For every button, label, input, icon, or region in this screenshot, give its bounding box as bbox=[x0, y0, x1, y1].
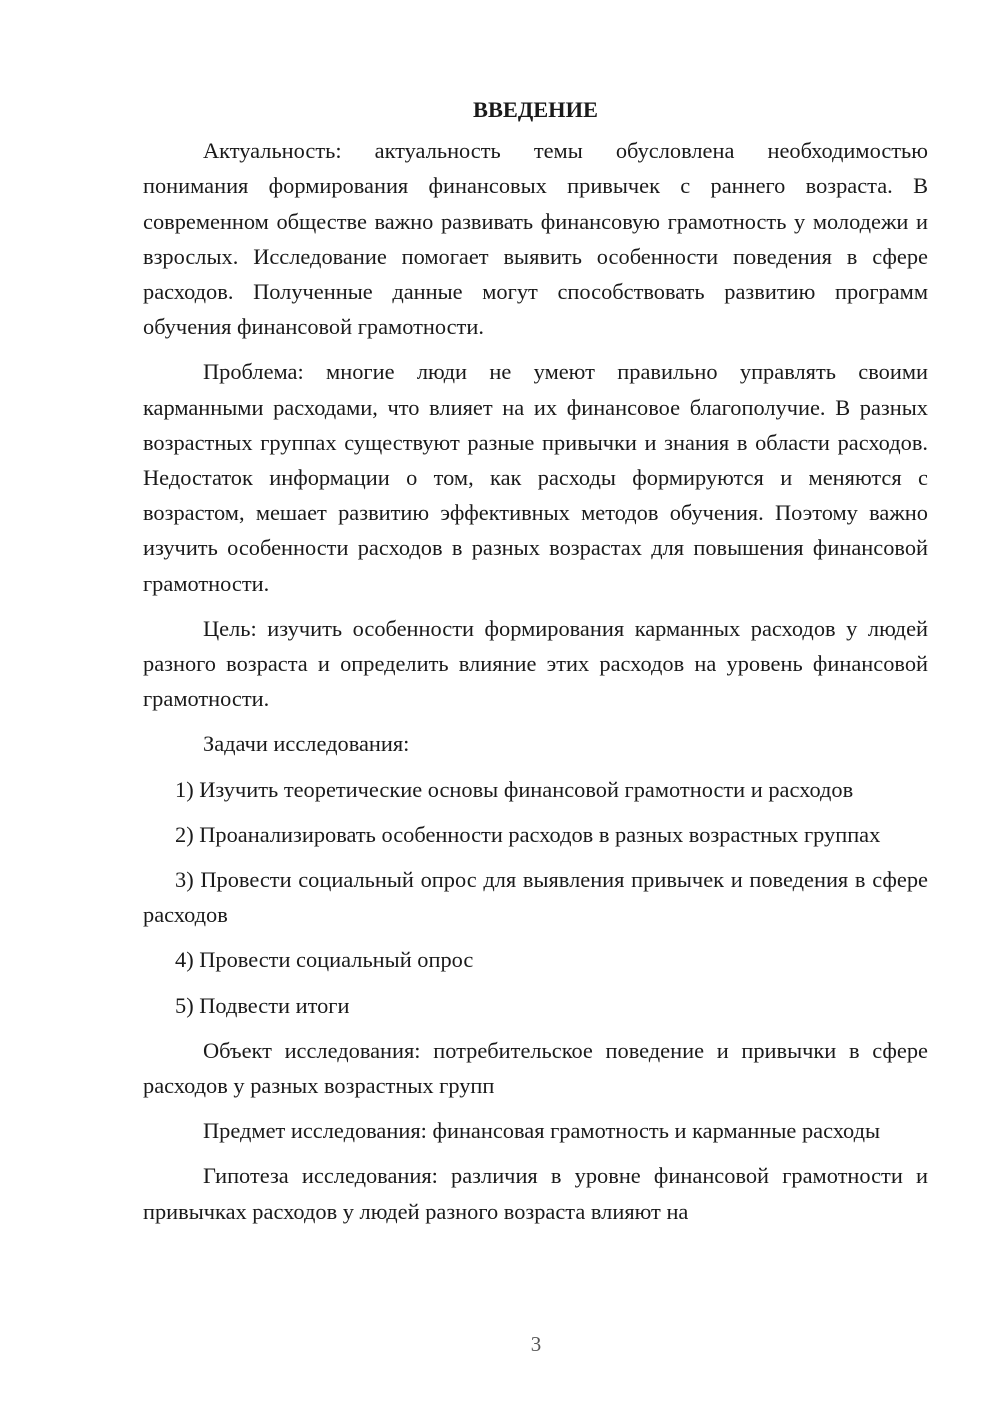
task-item-1: 1) Изучить теоретические основы финансовой грамотности и расходов bbox=[175, 776, 854, 802]
task-item-2: 2) Проанализировать особенности расходов в разных возрастных группах bbox=[175, 821, 881, 847]
task-item-3: 3) Провести социальный опрос для выявления привычек и поведения в сфере расходов bbox=[143, 867, 928, 928]
page-number: 3 bbox=[530, 1332, 542, 1356]
paragraph-object: Объект исследования: потребительское поведение и привычки в сфере расходов у разных возрастных групп bbox=[143, 1037, 928, 1099]
paragraph-subject: Предмет исследования: финансовая грамотность и карманные расходы bbox=[203, 1118, 881, 1144]
paragraph-problem: Проблема: многие люди не умеют правильно управлять своими карманными расходами, что влияет на их финансовое благополучие. В разных возрастных группах существуют разные привычки и знания в области расходов. Недостаток информации о том, как расходы формируются и меняются с возрастом, мешает развитию эффективных методов обучения. Поэтому важно изучить особенности расходов в разных возрастах для повышения финансовой грамотности. bbox=[143, 359, 928, 596]
page-title: ВВЕДЕНИЕ bbox=[473, 97, 598, 122]
paragraph-tasks-heading: Задачи исследования: bbox=[203, 731, 410, 757]
paragraph-relevance: Актуальность: актуальность темы обусловлена необходимостью понимания формирования финансовых привычек с раннего возраста. В современном обществе важно развивать финансовую грамотность у молодежи и взрослых. Исследование помогает выявить особенности поведения в сфере расходов. Полученные данные могут способствовать развитию программ обучения финансовой грамотности. bbox=[143, 138, 928, 340]
task-item-4: 4) Провести социальный опрос bbox=[175, 947, 474, 973]
document-body bbox=[143, 92, 928, 1239]
paragraph-goal: Цель: изучить особенности формирования карманных расходов у людей разного возраста и определить влияние этих расходов на уровень финансовой грамотности. bbox=[143, 615, 928, 712]
task-item-5: 5) Подвести итоги bbox=[175, 992, 350, 1018]
paragraph-hypothesis: Гипотеза исследования: различия в уровне финансовой грамотности и привычках расходов у людей разного возраста влияют на bbox=[143, 1163, 928, 1224]
